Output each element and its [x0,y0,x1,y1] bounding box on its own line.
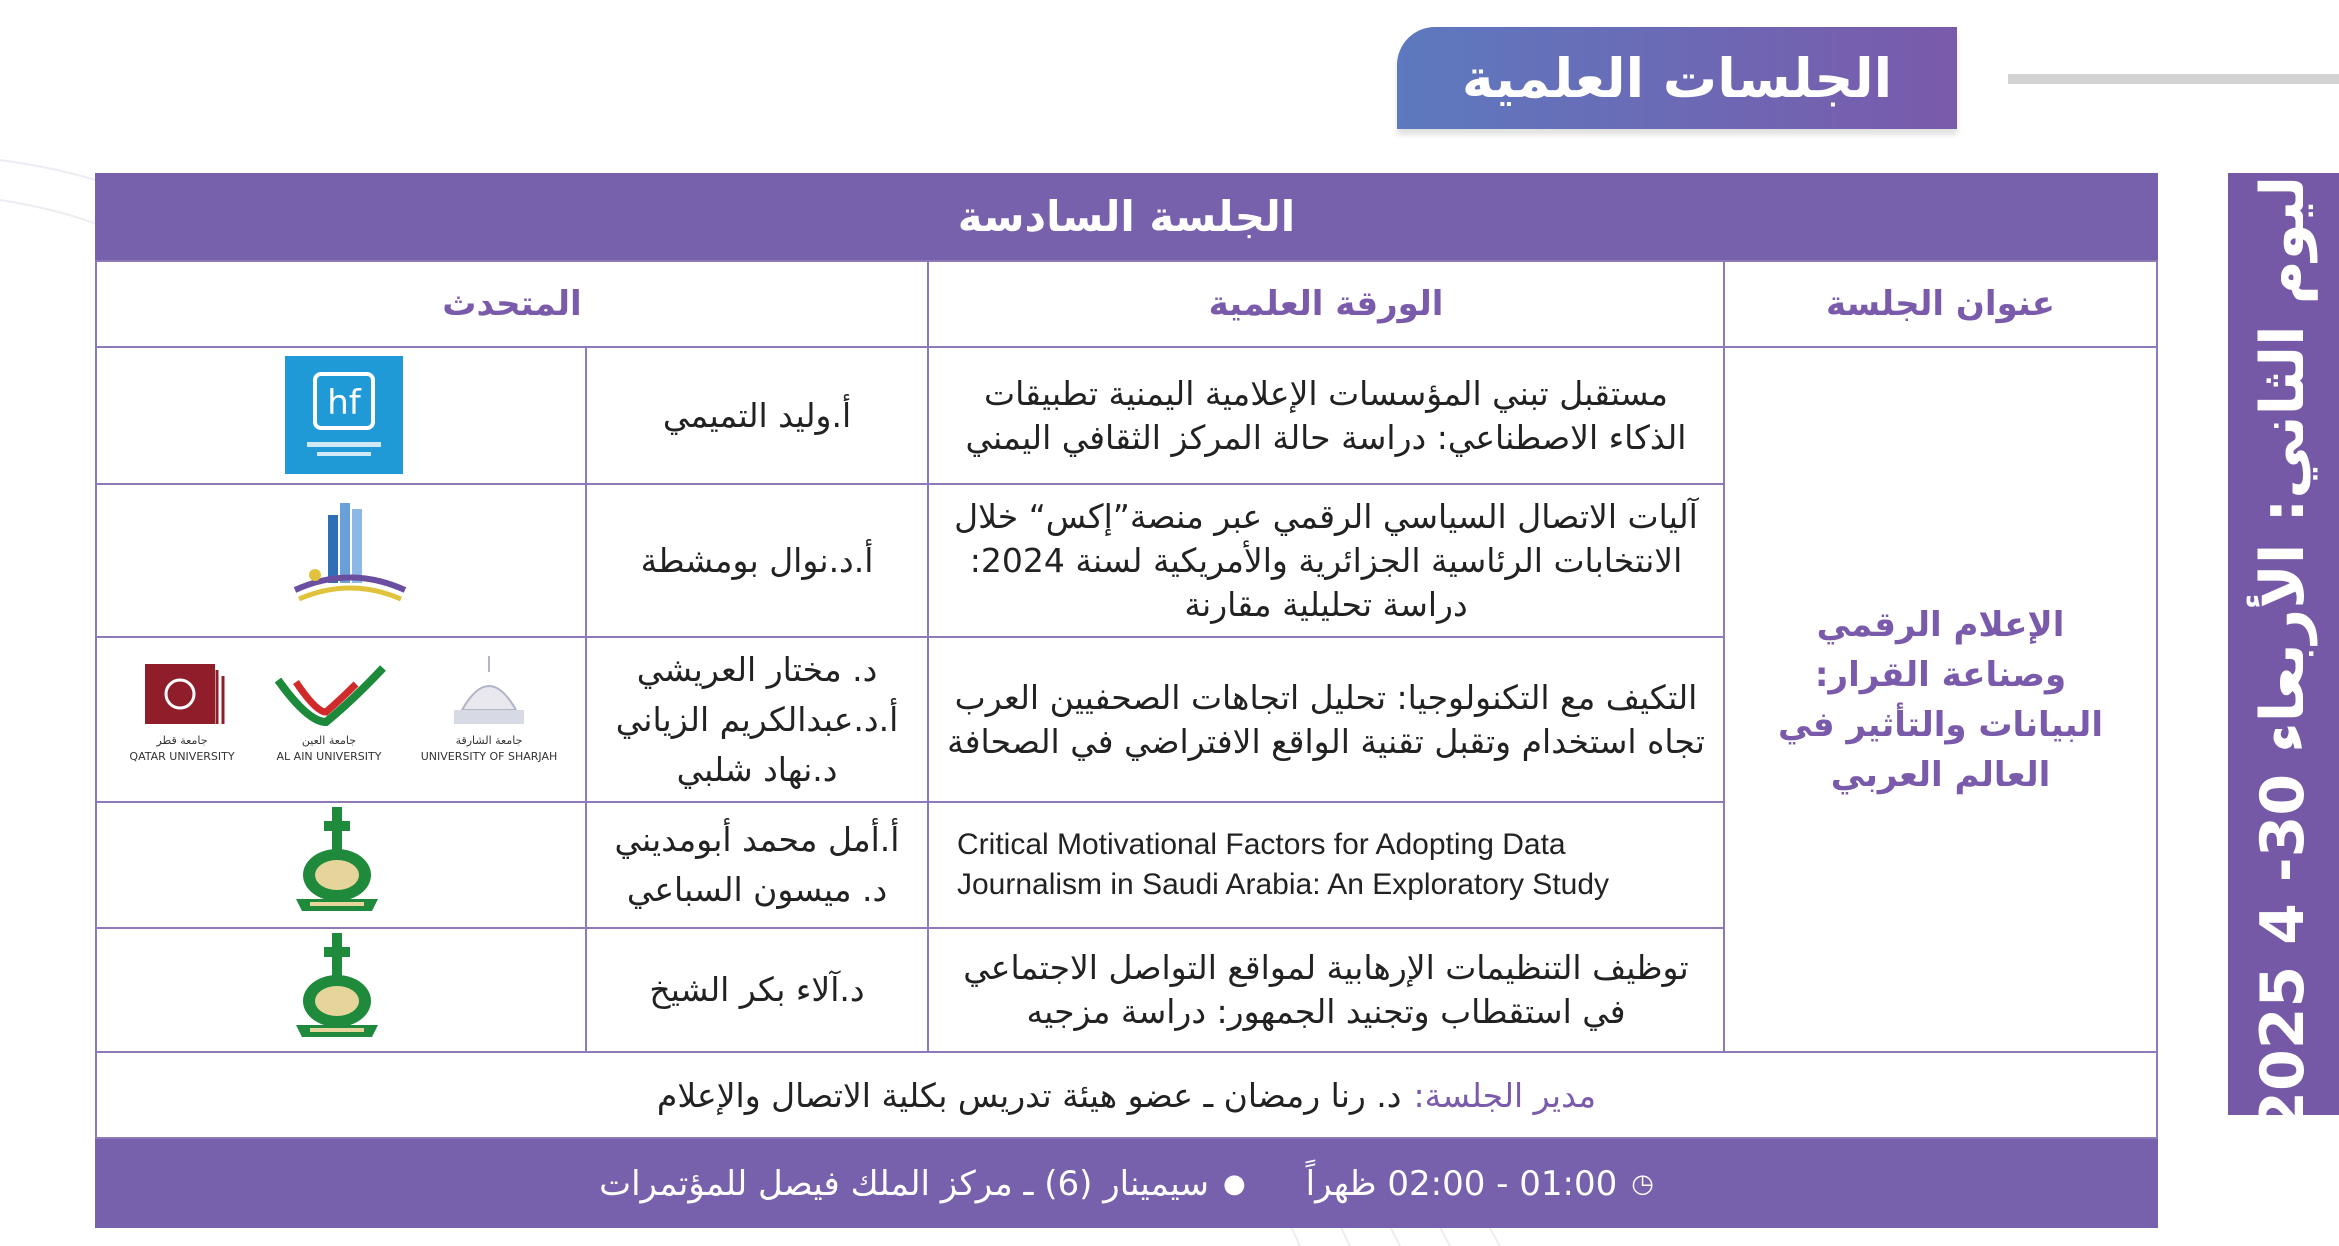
session-footer [95,1139,2158,1228]
paper-title: التكيف مع التكنولوجيا: تحليل اتجاهات الصحفيين العرب تجاه استخدام وتقبل تقنية الواقع الافتراضي في الصحافة [927,636,1725,803]
paper-title: آليات الاتصال السياسي الرقمي عبر منصة”إكس“ خلال الانتخابات الرئاسية الجزائرية والأمريكية لسنة 2024: دراسة تحليلية مقارنة [927,483,1725,638]
session-topic: الإعلام الرقمي وصناعة القرار: البيانات والتأثير في العالم العربي [1723,346,2158,1053]
king-abdulaziz-university-logo [284,929,390,1041]
header-tab [1397,27,1957,129]
session-title: الجلسة السادسة [95,173,2158,260]
header-speaker: المتحدث [95,260,929,348]
sharjah-university-logo [404,652,574,770]
speaker-cell [585,636,929,803]
qatar-university-logo [125,660,240,770]
svg-text:hf: hf [327,383,361,423]
paper-title [927,801,1725,929]
location-pin-icon: ● [1222,1168,1246,1199]
header-topic: عنوان الجلسة [1723,260,2158,348]
al-ain-university-ar: جامعة العين [301,734,357,747]
clock-icon: ◷ [1631,1168,1654,1199]
al-ain-university-logo [268,660,390,770]
paper-title-text: Critical Motivational Factors for Adopting Data Journalism in Saudi Arabia: An Exploratory Study [957,828,1610,901]
session-time: 01:00 - 02:00 ظهراً [1305,1163,1618,1204]
paper-title: توظيف التنظيمات الإرهابية لمواقع التواصل الاجتماعي في استقطاب وتجنيد الجمهور: دراسة مزجيه [927,927,1725,1053]
speaker-cell [585,801,929,929]
footer-location [599,1164,1246,1204]
footer-time [1306,1164,1654,1204]
yemen-center-logo [285,356,403,474]
day-label: اليوم الثاني: الأربعاء 30- 4 2025 [2248,155,2318,1133]
speaker-name: أ.أمل محمد أبومديني [614,820,900,859]
speaker-cell [585,483,929,638]
session-location: سيمينار (6) ـ مركز الملك فيصل للمؤتمرات [599,1163,1209,1204]
header-divider [2008,74,2339,84]
speaker-name: د.آلاء بكر الشيخ [649,970,865,1009]
sharjah-university-en: UNIVERSITY OF SHARJAH [420,750,558,763]
speaker-name: د. مختار العريشي [636,649,878,689]
moderator-name: د. رنا رمضان ـ عضو هيئة تدريس بكلية الاتصال والإعلام [656,1075,1402,1115]
speaker-cell [585,346,929,485]
university-building-logo [285,495,415,620]
speaker-name: أ.د.نوال بومشطة [640,540,874,580]
paper-title: مستقبل تبني المؤسسات الإعلامية اليمنية تطبيقات الذكاء الاصطناعي: دراسة حالة المركز الثقافي اليمني [927,346,1725,485]
qatar-university-ar: جامعة قطر [156,734,208,747]
speaker-name: أ.وليد التميمي [662,395,852,435]
header-paper: الورقة العلمية [927,260,1725,348]
speaker-name: أ.د.عبدالكريم الزياني [615,699,899,739]
speaker-name: د. ميسون السباعي [626,870,888,909]
page-title: الجلسات العلمية [1461,46,1893,110]
moderator-row [95,1051,2158,1139]
al-ain-university-en: AL AIN UNIVERSITY [276,750,382,763]
sharjah-university-ar: جامعة الشارقة [455,734,523,747]
qatar-university-en: QATAR UNIVERSITY [129,750,235,763]
speaker-cell [585,927,929,1053]
speaker-name: د.نهاد شلبي [676,749,838,789]
moderator-label: مدير الجلسة: [1413,1075,1597,1115]
king-abdulaziz-university-logo [284,803,390,915]
